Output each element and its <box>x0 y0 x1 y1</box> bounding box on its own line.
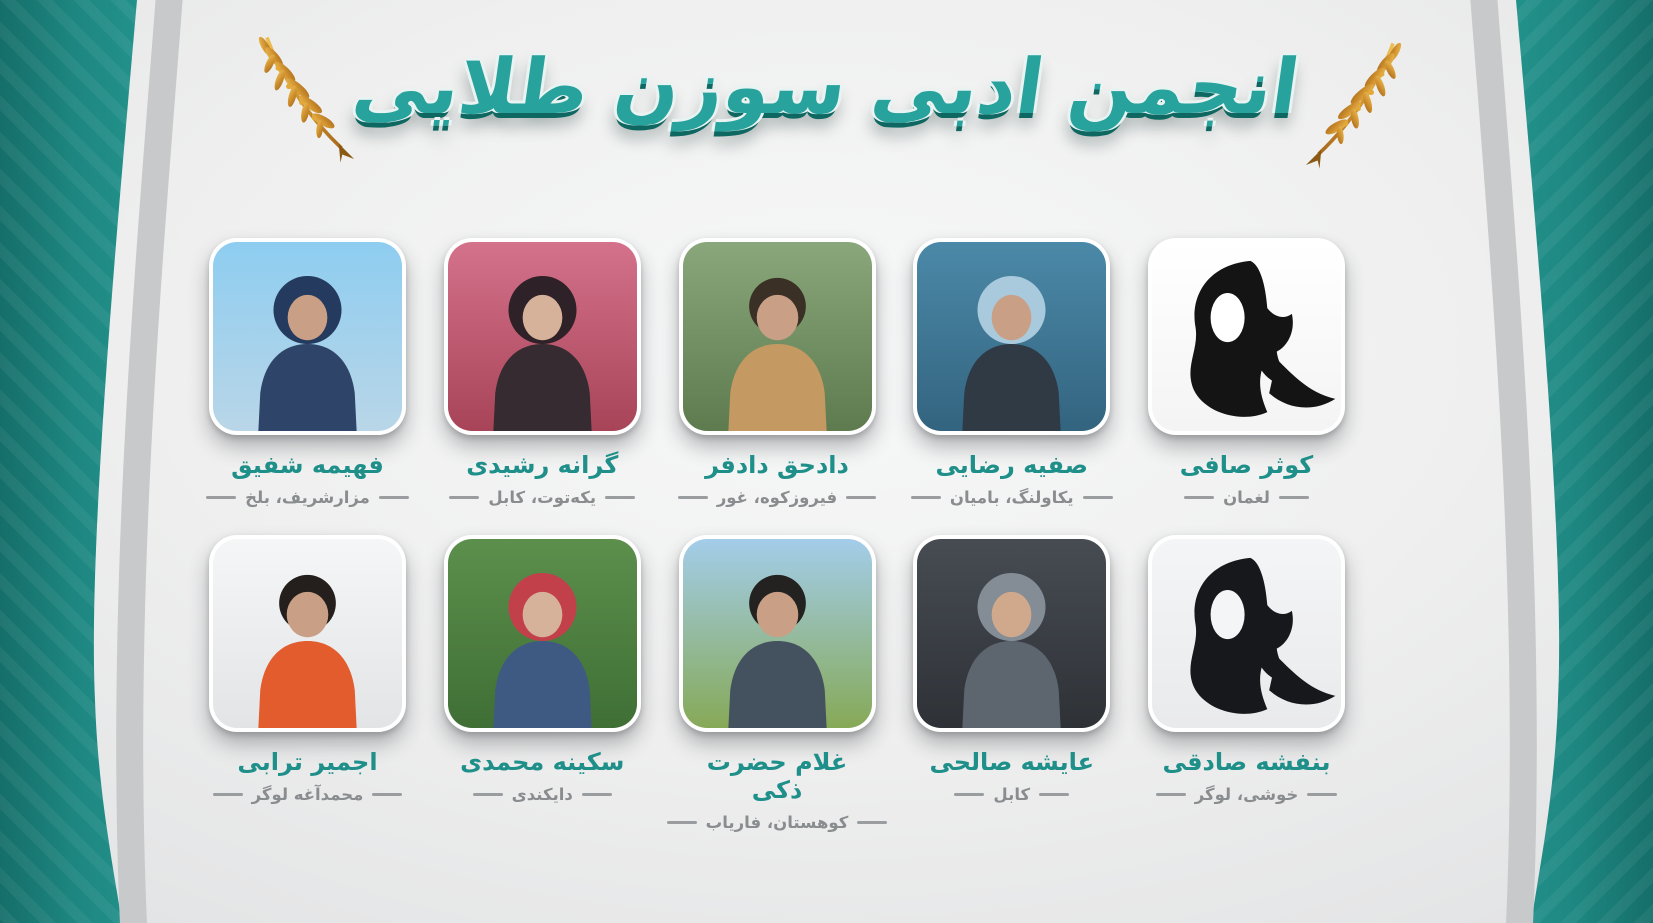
member-location <box>444 488 641 507</box>
left-border-ribbon <box>0 0 210 923</box>
member-photo <box>444 535 641 732</box>
member-name: غلام حضرت ذکی <box>706 748 848 804</box>
member-name: اجمیر ترابی <box>237 748 378 776</box>
member-photo-image <box>1152 242 1341 431</box>
members-grid <box>209 238 1345 832</box>
location-dash <box>1083 496 1113 500</box>
location-dash <box>1156 793 1186 797</box>
location-dash <box>372 793 402 797</box>
location-dash <box>473 793 503 797</box>
member-card <box>1148 238 1345 507</box>
member-name: سکینه محمدی <box>460 748 625 776</box>
location-dash <box>1307 793 1337 797</box>
member-photo-image <box>683 539 872 728</box>
member-location-text: لغمان <box>1223 488 1270 507</box>
location-dash <box>954 793 984 797</box>
member-photo-image <box>917 539 1106 728</box>
member-location-text: فیروزکوه، غور <box>716 488 838 507</box>
members-row-1 <box>209 238 1345 507</box>
location-dash <box>1039 793 1069 797</box>
member-photo-image <box>683 242 872 431</box>
member-location <box>913 488 1110 507</box>
member-card <box>913 535 1110 832</box>
location-dash <box>1279 496 1309 500</box>
member-photo <box>209 535 406 732</box>
member-photo-image <box>448 242 637 431</box>
location-dash <box>605 496 635 500</box>
member-photo <box>679 238 876 435</box>
member-name: فهیمه شفیق <box>231 451 384 479</box>
right-border-ribbon <box>1443 0 1653 923</box>
member-location-text: یکه‌توت، کابل <box>488 488 597 507</box>
member-location <box>1148 488 1345 507</box>
location-dash <box>206 496 236 500</box>
member-location <box>209 488 406 507</box>
member-card <box>1148 535 1345 832</box>
member-location <box>913 785 1110 804</box>
member-name: گرانه رشیدی <box>466 451 619 479</box>
member-photo-image <box>213 539 402 728</box>
member-location-text: کابل <box>993 785 1031 804</box>
location-dash <box>582 793 612 797</box>
header <box>0 42 1653 131</box>
member-photo-image <box>448 539 637 728</box>
member-location <box>1148 785 1345 804</box>
location-dash <box>667 821 697 825</box>
member-name: دادحق دادفر <box>705 451 849 479</box>
poster-title: انجمن ادبی سوزن طلایی <box>348 42 1305 131</box>
member-card <box>913 238 1110 507</box>
member-name: عایشه صالحی <box>929 748 1095 776</box>
member-location-text: خوشی، لوگر <box>1194 785 1299 804</box>
member-photo-image <box>917 242 1106 431</box>
member-location-text: یکاولنگ، بامیان <box>949 488 1074 507</box>
member-photo <box>444 238 641 435</box>
location-dash <box>911 496 941 500</box>
member-location-text: دایکندی <box>511 785 573 804</box>
member-card <box>209 535 406 832</box>
member-photo <box>679 535 876 732</box>
location-dash <box>449 496 479 500</box>
location-dash <box>379 496 409 500</box>
member-photo <box>913 238 1110 435</box>
member-location <box>679 813 876 832</box>
member-location <box>444 785 641 804</box>
member-location-text: کوهستان، فاریاب <box>705 813 849 832</box>
member-card <box>679 535 876 832</box>
location-dash <box>213 793 243 797</box>
member-location-text: مزارشریف، بلخ <box>245 488 370 507</box>
member-name: صفیه رضایی <box>935 451 1088 479</box>
member-name: بنفشه صادقی <box>1162 748 1331 776</box>
member-location <box>679 488 876 507</box>
member-photo-image <box>213 242 402 431</box>
member-photo <box>209 238 406 435</box>
location-dash <box>846 496 876 500</box>
location-dash <box>1184 496 1214 500</box>
member-card <box>444 535 641 832</box>
member-photo <box>1148 535 1345 732</box>
member-card <box>444 238 641 507</box>
member-card <box>209 238 406 507</box>
location-dash <box>857 821 887 825</box>
member-name: کوثر صافی <box>1179 451 1314 479</box>
members-row-2 <box>209 535 1345 832</box>
member-location-text: محمدآغه لوگر <box>251 785 364 804</box>
member-location <box>209 785 406 804</box>
member-photo <box>913 535 1110 732</box>
member-photo <box>1148 238 1345 435</box>
member-card <box>679 238 876 507</box>
location-dash <box>678 496 708 500</box>
member-photo-image <box>1152 539 1341 728</box>
